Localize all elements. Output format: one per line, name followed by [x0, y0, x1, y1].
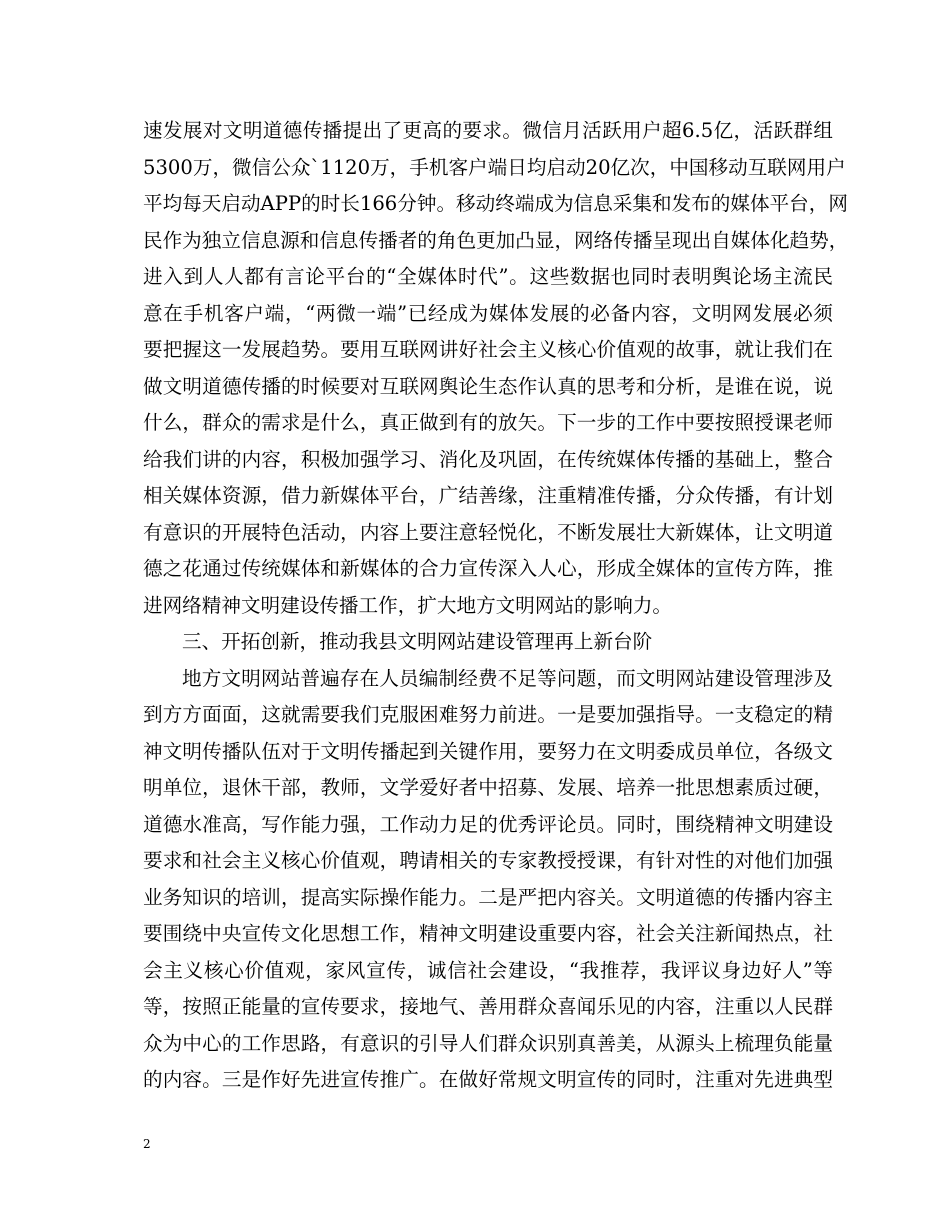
section-heading: 三、开拓创新，推动我县文明网站建设管理再上新台阶 [182, 630, 653, 653]
text-line: 德之花通过传统媒体和新媒体的合力宣传深入人心，形成全媒体的宣传方阵，推 [143, 557, 833, 580]
text-line: 会主义核心价值观，家风宣传，诚信社会建设，“我推荐，我评议身边好人”等 [143, 958, 833, 982]
text-line: 做文明道德传播的时候要对互联网舆论生态作认真的思考和分析，是谁在说，说 [143, 374, 833, 398]
body-text [143, 113, 849, 1099]
text-line: 道德水准高，写作能力强，工作动力足的优秀评论员。同时，围绕精神文明建设 [143, 812, 833, 836]
text-line: 相关媒体资源，借力新媒体平台，广结善缘，注重精准传播，分众传播，有计划 [143, 484, 833, 507]
page-number: 2 [143, 1137, 151, 1151]
text-line: 速发展对文明道德传播提出了更高的要求。微信月活跃用户超6.5亿，活跃群组 [143, 119, 833, 142]
text-line: 明单位，退休干部，教师，文学爱好者中招募、发展、培养一批思想素质过硬， [143, 776, 833, 799]
paragraph-first-line: 地方文明网站普遍存在人员编制经费不足等问题，而文明网站建设管理涉及 [182, 666, 833, 690]
text-line: 给我们讲的内容，积极加强学习、消化及巩固，在传统媒体传播的基础上，整合 [143, 447, 833, 471]
text-line: 要围绕中央宣传文化思想工作，精神文明建设重要内容，社会关注新闻热点，社 [143, 922, 833, 945]
paragraph-end-line: 进网络精神文明建设传播工作，扩大地方文明网站的影响力。 [143, 593, 673, 617]
text-line: 什么，群众的需求是什么，真正做到有的放矢。下一步的工作中要按照授课老师 [143, 411, 833, 434]
text-line: 意在手机客户端，“两微一端”已经成为媒体发展的必备内容，文明网发展必须 [143, 301, 833, 325]
text-line: 5300万，微信公众`1120万，手机客户端日均启动20亿次，中国移动互联网用户 [143, 155, 846, 179]
text-line: 要把握这一发展趋势。要用互联网讲好社会主义核心价值观的故事，就让我们在 [143, 338, 833, 361]
text-line: 众为中心的工作思路，有意识的引导人们群众识别真善美，从源头上梳理负能量 [143, 1031, 833, 1055]
text-line: 进入到人人都有言论平台的“全媒体时代”。这些数据也同时表明舆论场主流民 [143, 265, 833, 288]
text-line: 到方方面面，这就需要我们克服困难努力前进。一是要加强指导。一支稳定的精 [143, 703, 833, 726]
text-line: 神文明传播队伍对于文明传播起到关键作用，要努力在文明委成员单位，各级文 [143, 739, 833, 763]
text-line: 平均每天启动APP的时长166分钟。移动终端成为信息采集和发布的媒体平台，网 [143, 192, 848, 215]
text-line: 民作为独立信息源和信息传播者的角色更加凸显，网络传播呈现出自媒体化趋势， [143, 228, 849, 252]
text-line: 业务知识的培训，提高实际操作能力。二是严把内容关。文明道德的传播内容主 [143, 885, 833, 909]
text-line: 有意识的开展特色活动，内容上要注意轻悦化，不断发展壮大新媒体，让文明道 [143, 520, 833, 544]
text-line: 等，按照正能量的宣传要求，接地气、善用群众喜闻乐见的内容，注重以人民群 [143, 995, 833, 1018]
text-line: 的内容。三是作好先进宣传推广。在做好常规文明宣传的同时，注重对先进典型 [143, 1068, 833, 1091]
text-line: 要求和社会主义核心价值观，聘请相关的专家教授授课，有针对性的对他们加强 [143, 849, 833, 872]
